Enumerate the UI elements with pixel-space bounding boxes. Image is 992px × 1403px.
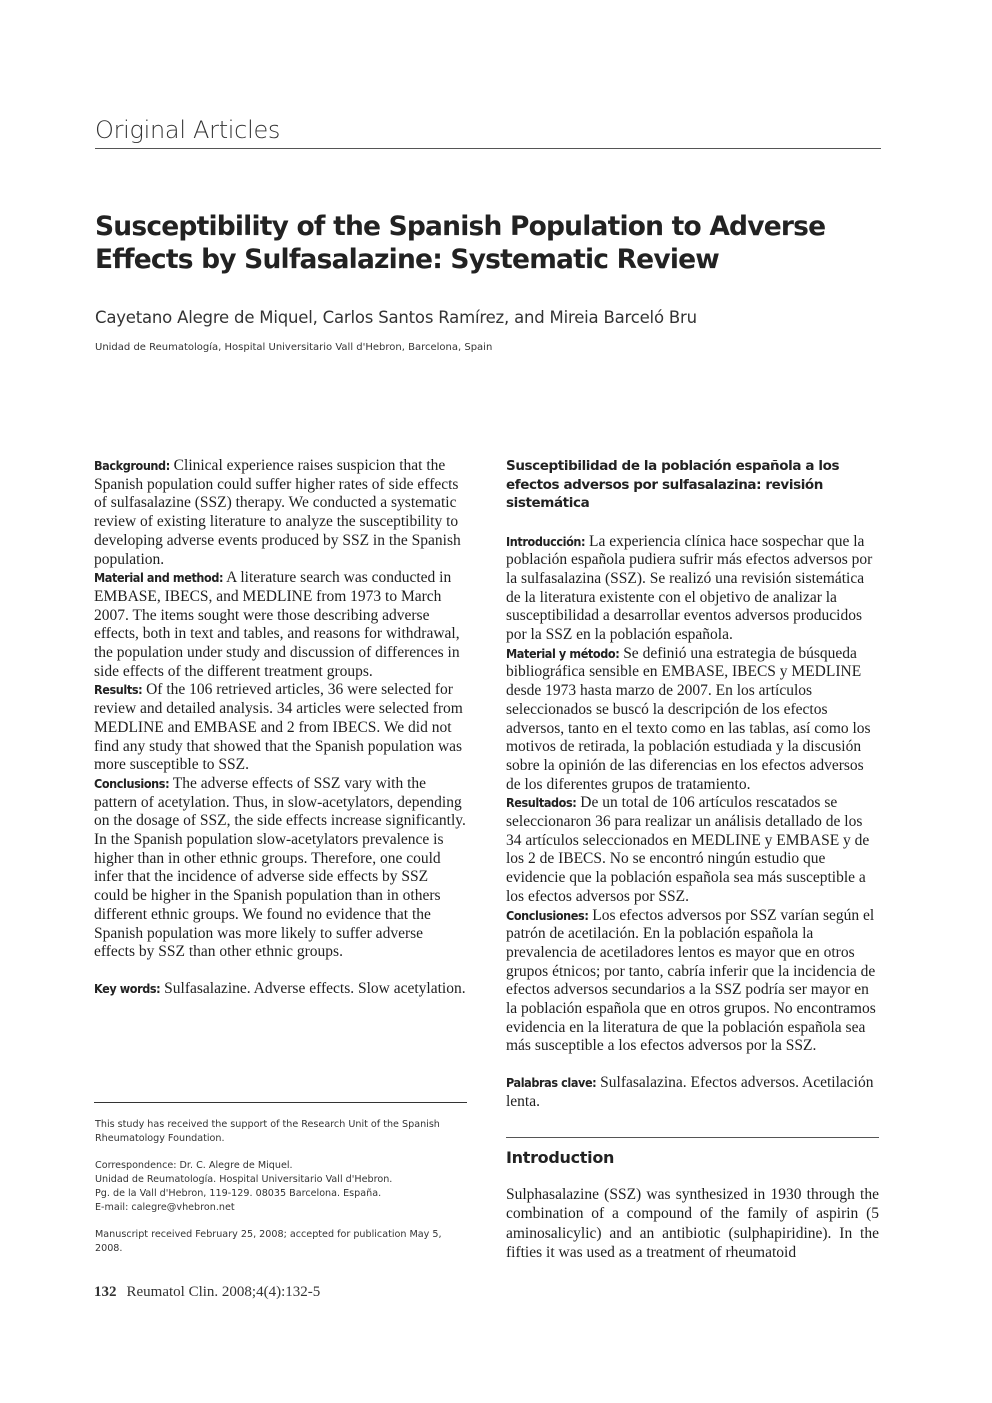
abstract-conclusions (94, 775, 466, 962)
background-text: Clinical experience raises suspicion that the Spanish population could suffer higher rates of side effects of sulfasalazine (SSZ) therapy. We conducted a systematic review of existing literature to analyze the susceptibility to developing adverse events produced by SSZ in the Spanish population. (94, 457, 461, 568)
resultados-label: Resultados: (506, 795, 577, 811)
funding-note: This study has received the support of the Research Unit of the Spanish Rheumatology Foundation. (95, 1119, 440, 1144)
author-list: Cayetano Alegre de Miquel, Carlos Santos Ramírez, and Mireia Barceló Bru (95, 308, 697, 327)
resumen-conclusiones (506, 907, 879, 1057)
results-text: Of the 106 retrieved articles, 36 were selected for review and detailed analysis. 34 articles were selected from MEDLINE and EMBASE and 2 from IBECS. We did not find any study that showed that the Spanish population was more susceptible to SSZ. (94, 681, 463, 774)
article-title: Susceptibility of the Spanish Population to Adverse Effects by Sulfasalazine: Systematic Review (95, 211, 826, 275)
correspondence-note (95, 1159, 465, 1215)
conclusiones-label: Conclusiones: (506, 907, 589, 923)
results-label: Results: (94, 682, 143, 698)
journal-citation: Reumatol Clin. 2008;4(4):132-5 (126, 1284, 321, 1300)
abstract-results (94, 681, 466, 775)
abstract-background (94, 457, 466, 569)
background-label: Background: (94, 458, 170, 473)
resumen-introduccion (506, 533, 879, 645)
introduction-heading: Introduction (506, 1148, 615, 1167)
methods-text: A literature search was conducted in EMBASE, IBECS, and MEDLINE from 1973 to March 2007. The items sought were those describing adverse effects, both in text and tables, and reasons for withdrawal, the population under study and discussion of differences in side effects of the different treatment groups. (94, 569, 460, 680)
correspondence-unit: Unidad de Reumatología. Hospital Universitario Vall d'Hebron. (95, 1174, 393, 1185)
abstract-spanish (506, 457, 879, 1112)
conclusions-text: The adverse effects of SSZ vary with the pattern of acetylation. Thus, in slow-acetylators, depending on the dosage of SSZ, the side effects increase significantly. In the Spanish population slow-acetylators prevalence is higher than in other ethnic groups. Therefore, one could infer that the incidence of adverse side effects by SSZ could be higher in the Spanish population than in others different ethnic groups. We found no evidence that the Spanish population was more likely to suffer adverse effects by SSZ than other ethnic groups. (94, 774, 466, 961)
manuscript-dates: Manuscript received February 25, 2008; accepted for publication May 5, 2008. (95, 1229, 442, 1254)
resumen-palabras-clave (506, 1074, 879, 1111)
palabras-clave-label: Palabras clave: (506, 1075, 597, 1091)
metodo-label: Material y método: (506, 645, 620, 661)
correspondence-name: Correspondence: Dr. C. Alegre de Miquel. (95, 1160, 293, 1171)
spanish-title: Susceptibilidad de la población española a los efectos adversos por sulfasalazina: revisión sistemática (506, 458, 840, 511)
footnote-divider (94, 1102, 467, 1103)
conclusions-label: Conclusions: (94, 775, 170, 791)
keywords-label: Key words: (94, 980, 161, 996)
abstract-methods (94, 569, 466, 681)
introduccion-text: La experiencia clínica hace sospechar que la población española pudiera sufrir más efectos adversos por la sulfasalazina (SSZ). Se realizó una revisión sistemática de la literatura existente con el objetivo de analizar la susceptibilidad a desarrollar eventos adversos producidos por la SSZ en la población española. (506, 532, 873, 644)
conclusiones-text: Los efectos adversos por SSZ varían según el patrón de acetilación. En la población española la prevalencia de acetiladores lentos es mayor que en otros grupos étnicos; por tanto, cabría inferir que la incidencia de efectos adversos secundarios a la SSZ podría ser mayor en la población española que en otros grupos. No encontramos evidencia en la literatura de que la población española sea más susceptible a los efectos adversos por la SSZ. (506, 906, 876, 1055)
section-header: Original Articles (95, 116, 881, 149)
palabras-clave-text: Sulfasalazina. Efectos adversos. Acetilación lenta. (506, 1074, 874, 1110)
metodo-text: Se definió una estrategia de búsqueda bibliográfica sensible en EMBASE, IBECS y MEDLINE desde 1973 hasta marzo de 2007. En los artículos seleccionados se buscó la descripción de los efectos adversos, tanto en el texto como en las tablas, así como los motivos de retirada, la población estudiada y la discusión sobre la opinión de las diferencias en los efectos adversos de los diferentes grupos de tratamiento. (506, 644, 871, 793)
correspondence-address: Pg. de la Vall d'Hebron, 119-129. 08035 Barcelona. España. (95, 1188, 382, 1199)
abstract-keywords (94, 980, 466, 999)
affiliation: Unidad de Reumatología, Hospital Universitario Vall d'Hebron, Barcelona, Spain (95, 342, 493, 353)
page-footer (94, 1284, 320, 1301)
abstract-english (94, 457, 466, 999)
page-number: 132 (94, 1284, 117, 1300)
correspondence-email[interactable]: E-mail: calegre@vhebron.net (95, 1202, 235, 1213)
resumen-resultados (506, 794, 879, 906)
keywords-text: Sulfasalazine. Adverse effects. Slow acetylation. (164, 979, 466, 997)
resultados-text: De un total de 106 artículos rescatados se seleccionaron 36 para realizar un análisis detallado de los 34 artículos seleccionados en MEDLINE y EMBASE y de los 2 de IBECS. No se encontró ningún estudio que evidencie que la población española sea más susceptible a los efectos adversos por SSZ. (506, 794, 870, 905)
methods-label: Material and method: (94, 570, 224, 586)
section-divider (506, 1137, 879, 1138)
introduction-text: Sulphasalazine (SSZ) was synthesized in 1930 through the combination of a compound of the family of aspirin (5 aminosalicylic) and an antibiotic (sulphapiridine). In the fifties it was used as a treatment of rheumatoid (506, 1186, 879, 1262)
resumen-metodo (506, 645, 879, 795)
introduccion-label: Introducción: (506, 533, 586, 549)
footnotes (95, 1118, 465, 1269)
